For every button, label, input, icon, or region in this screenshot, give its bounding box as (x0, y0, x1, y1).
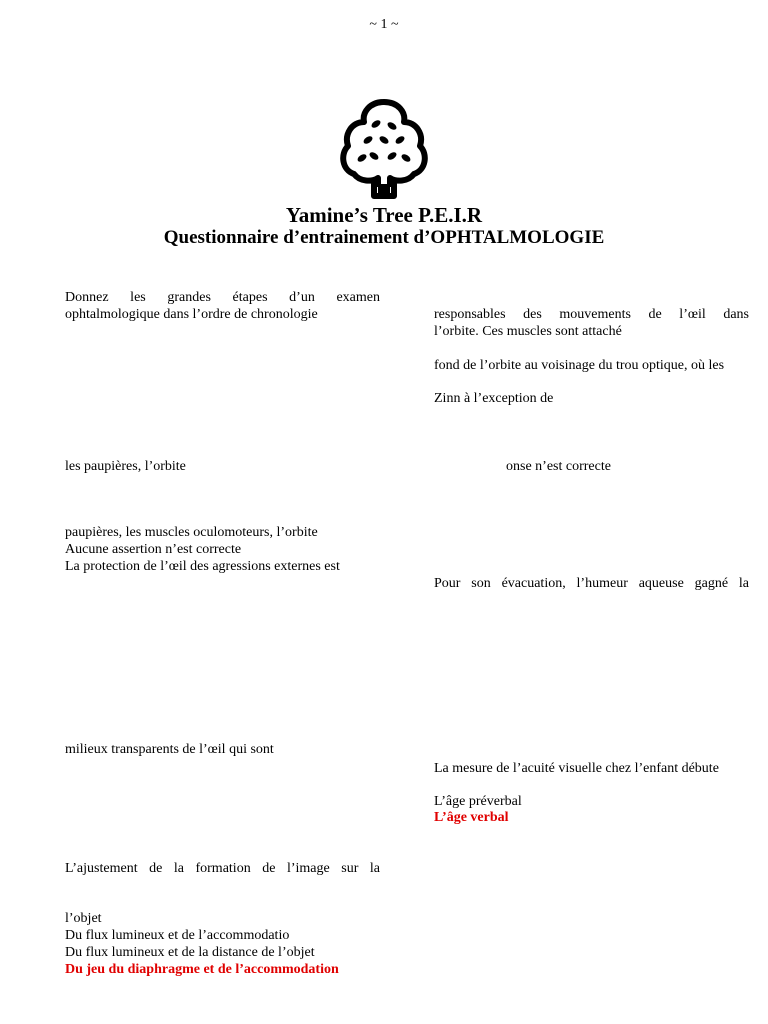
right-text-6: La mesure de l’acuité visuelle chez l’enfant débute (434, 761, 719, 776)
option-c-correct: Du jeu du diaphragme et de l’accommodation (65, 962, 339, 977)
answer-fragment-2: paupières, les muscles oculomoteurs, l’orbite (65, 525, 318, 540)
document-title: Yamine’s Tree P.E.I.R (285, 203, 483, 227)
answer-fragment-4: La protection de l’œil des agressions externes est (65, 559, 340, 574)
question-2-line-1: L’ajustement de la formation de l’image sur la (65, 861, 380, 876)
answer-fragment-5: milieux transparents de l’œil qui sont (65, 742, 274, 757)
answer-fragment-3: Aucune assertion n’est correcte (65, 542, 242, 557)
question-1-line-2: ophtalmologique dans l’ordre de chronologie (65, 307, 318, 322)
answer-fragment-1: les paupières, l’orbite (65, 459, 186, 474)
right-text-2: fond de l’orbite au voisinage du trou optique, où les (434, 358, 725, 373)
question-2-line-2: l’objet (65, 911, 102, 926)
question-1-line-1: Donnez les grandes étapes d’un examen (65, 290, 380, 305)
option-a: Du flux lumineux et de l’accommodatio (65, 928, 290, 943)
right-text-3: Zinn à l’exception de (434, 391, 554, 406)
right-text-1-line-2: l’orbite. Ces muscles sont attaché (434, 324, 622, 339)
document-subtitle: Questionnaire d’entrainement d’OPHTALMOLOGIE (163, 227, 605, 248)
option-verbal-correct: L’âge verbal (434, 810, 509, 825)
tree-icon (336, 96, 432, 200)
page-number: ~ 1 ~ (369, 17, 399, 32)
right-text-1-line-1: responsables des mouvements de l’œil dans (434, 307, 749, 322)
right-text-4: onse n’est correcte (506, 459, 611, 474)
option-preverbal: L’âge préverbal (434, 794, 522, 809)
option-b: Du flux lumineux et de la distance de l’objet (65, 945, 315, 960)
right-text-5: Pour son évacuation, l’humeur aqueuse gagné la (434, 576, 749, 591)
